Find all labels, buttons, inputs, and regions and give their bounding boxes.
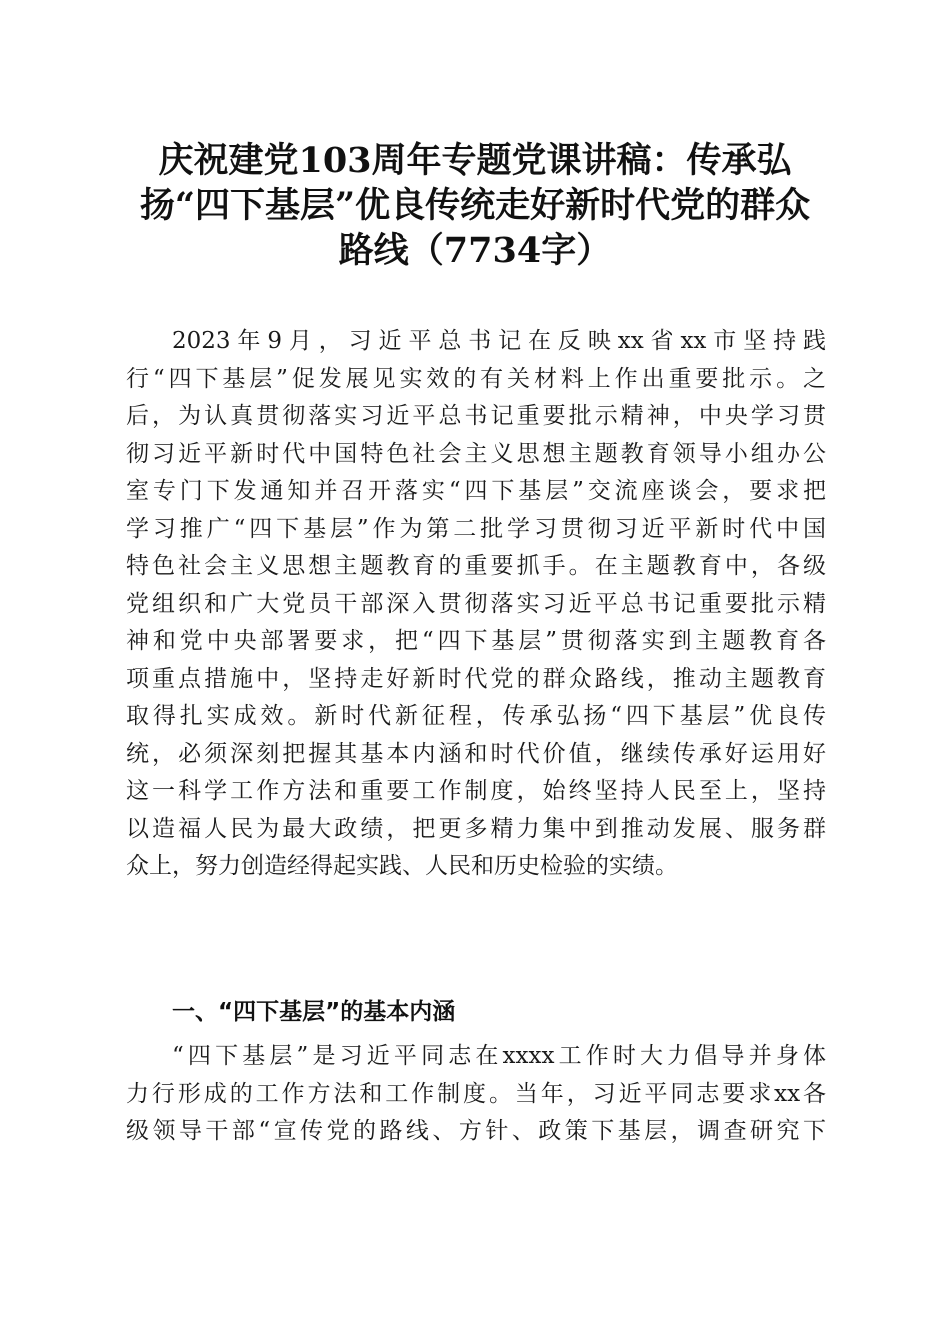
paragraph-line: 行“四下基层”促发展见实效的有关材料上作出重要批示。之 [126, 365, 826, 392]
paragraph-line: 以造福人民为最大政绩，把更多精力集中到推动发展、服务群 [126, 815, 826, 842]
paragraph-line: 取得扎实成效。新时代新征程，传承弘扬“四下基层”优良传 [126, 703, 826, 729]
paragraph-line: 级领导干部“宣传党的路线、方针、政策下基层，调查研究下 [126, 1118, 826, 1144]
paragraph-line: 室专门下发通知并召开落实“四下基层”交流座谈会，要求把 [126, 478, 826, 504]
title-line: 庆祝建党103周年专题党课讲稿：传承弘 [158, 140, 792, 181]
paragraph-intro [126, 323, 826, 886]
paragraph-line: 力行形成的工作方法和工作制度。当年，习近平同志要求xx各 [126, 1080, 826, 1107]
paragraph-section1 [126, 1038, 826, 1151]
paragraph-line: 神和党中央部署要求，把“四下基层”贯彻落实到主题教育各 [126, 628, 826, 654]
section-heading: 一、“四下基层”的基本内涵 [172, 999, 456, 1025]
paragraph-line: 众上，努力创造经得起实践、人民和历史检验的实绩。 [126, 853, 678, 879]
paragraph-line: 彻习近平新时代中国特色社会主义思想主题教育领导小组办公 [126, 440, 826, 467]
paragraph-line: 统，必须深刻把握其基本内涵和时代价值，继续传承好运用好 [126, 740, 826, 767]
document-title [120, 138, 830, 273]
title-line: 扬“四下基层”优良传统走好新时代党的群众 [139, 185, 811, 226]
paragraph-line: 党组织和广大党员干部深入贯彻落实习近平总书记重要批示精 [126, 590, 826, 617]
paragraph-line: “四下基层”是习近平同志在xxxx工作时大力倡导并身体 [172, 1043, 826, 1069]
title-line: 路线（7734字） [338, 230, 612, 271]
paragraph-line: 特色社会主义思想主题教育的重要抓手。在主题教育中，各级 [126, 553, 826, 579]
paragraph-line: 学习推广“四下基层”作为第二批学习贯彻习近平新时代中国 [126, 515, 826, 542]
paragraph-line: 项重点措施中，坚持走好新时代党的群众路线，推动主题教育 [126, 665, 826, 692]
paragraph-line: 这一科学工作方法和重要工作制度，始终坚持人民至上，坚持 [126, 778, 826, 804]
paragraph-line: 2023年9月，习近平总书记在反映xx省xx市坚持践 [172, 328, 826, 354]
paragraph-line: 后，为认真贯彻落实习近平总书记重要批示精神，中央学习贯 [126, 403, 826, 429]
